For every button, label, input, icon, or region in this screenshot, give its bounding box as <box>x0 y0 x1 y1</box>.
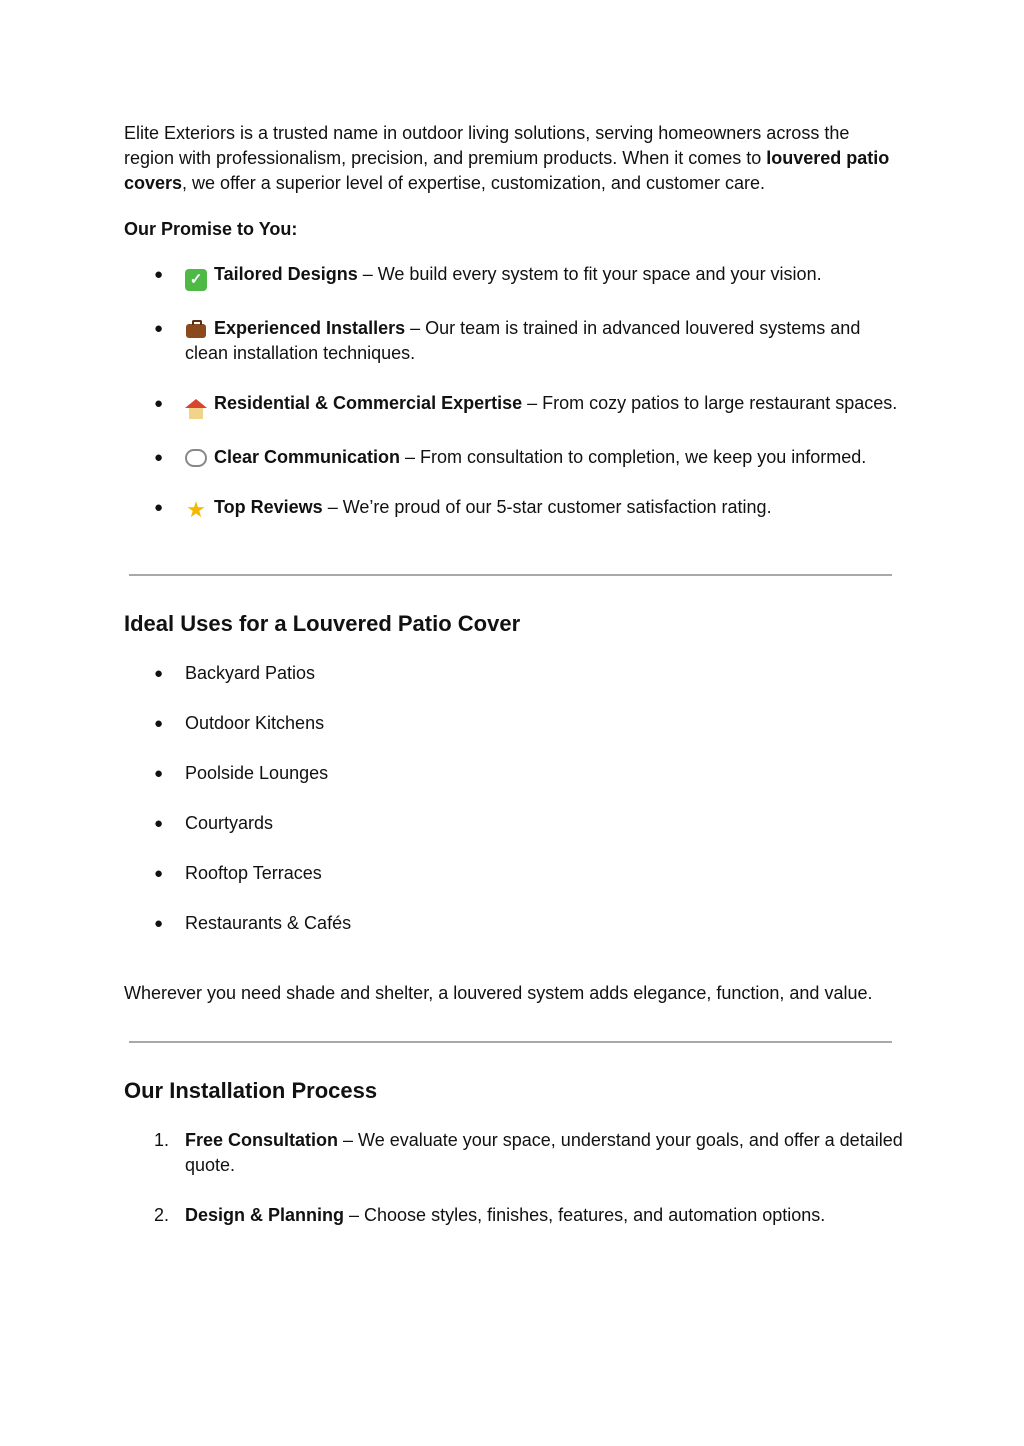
bullet-icon: ● <box>154 665 164 682</box>
list-number: 1. <box>154 1130 170 1150</box>
process-list <box>124 1128 904 1228</box>
list-number: 2. <box>154 1205 170 1225</box>
process-heading: Our Installation Process <box>124 1078 378 1103</box>
use-item-label: Courtyards <box>185 813 274 833</box>
use-item-label: Poolside Lounges <box>185 763 329 783</box>
list-item <box>124 1128 904 1178</box>
bullet-icon: ● <box>154 715 164 732</box>
promise-item-desc: – Our team is trained in advanced louvered systems and clean installation techniques. <box>185 318 861 363</box>
bullet-icon: ● <box>154 320 164 337</box>
uses-closing-paragraph: Wherever you need shade and shelter, a louvered system adds elegance, function, and value. <box>124 983 873 1003</box>
promise-item-title: Tailored Designs <box>214 264 358 284</box>
bullet-icon: ● <box>154 499 164 516</box>
list-item <box>124 391 904 420</box>
promise-item-title: Residential & Commercial Expertise <box>214 393 523 413</box>
promise-item-title: Top Reviews <box>214 497 323 517</box>
intro-bold-text: louvered patio covers <box>124 148 890 193</box>
use-item-label: Restaurants & Cafés <box>185 913 352 933</box>
bullet-icon: ● <box>154 815 164 832</box>
process-step-title: Free Consultation <box>185 1130 339 1150</box>
house-icon <box>185 398 207 420</box>
list-item <box>124 861 904 886</box>
speech-bubble-icon <box>185 446 207 468</box>
briefcase-icon <box>185 318 207 340</box>
intro-text-end: , we offer a superior level of expertise, customization, and customer care. <box>182 173 765 193</box>
list-item <box>124 445 904 470</box>
use-item-label: Outdoor Kitchens <box>185 713 325 733</box>
process-step-title: Design & Planning <box>185 1205 345 1225</box>
list-item <box>124 1203 904 1228</box>
promise-item-desc: – We’re proud of our 5-star customer satisfaction rating. <box>322 497 772 517</box>
list-item <box>124 711 904 736</box>
promise-item-desc: – From consultation to completion, we keep you informed. <box>400 447 867 467</box>
list-item <box>124 316 904 366</box>
promise-list <box>124 262 904 521</box>
document-page <box>124 121 904 1253</box>
list-item <box>124 262 904 291</box>
check-mark-icon: ✓ <box>185 269 207 291</box>
list-item <box>124 495 904 521</box>
uses-list <box>124 661 904 936</box>
bullet-icon: ● <box>154 395 164 412</box>
promise-item-desc: – From cozy patios to large restaurant spaces. <box>522 393 898 413</box>
list-item <box>124 811 904 836</box>
bullet-icon: ● <box>154 765 164 782</box>
intro-text: Elite Exteriors is a trusted name in outdoor living solutions, serving homeowners across the region with professionalism, precision, and premium products. When it comes to <box>124 123 850 168</box>
list-item <box>124 761 904 786</box>
promise-item-title: Experienced Installers <box>214 318 406 338</box>
uses-heading: Ideal Uses for a Louvered Patio Cover <box>124 611 521 636</box>
bullet-icon: ● <box>154 865 164 882</box>
process-step-desc: – Choose styles, finishes, features, and automation options. <box>344 1205 826 1225</box>
bullet-icon: ● <box>154 266 164 283</box>
intro-paragraph <box>124 121 904 196</box>
promise-item-desc: – We build every system to fit your space and your vision. <box>357 264 822 284</box>
promise-heading: Our Promise to You: <box>124 219 298 239</box>
list-item <box>124 911 904 936</box>
list-item <box>124 661 904 686</box>
use-item-label: Rooftop Terraces <box>185 863 322 883</box>
process-step-desc: – We evaluate your space, understand your goals, and offer a detailed quote. <box>185 1130 903 1175</box>
star-icon: ★ <box>186 497 206 522</box>
bullet-icon: ● <box>154 449 164 466</box>
use-item-label: Backyard Patios <box>185 663 316 683</box>
bullet-icon: ● <box>154 915 164 932</box>
promise-item-title: Clear Communication <box>214 447 401 467</box>
